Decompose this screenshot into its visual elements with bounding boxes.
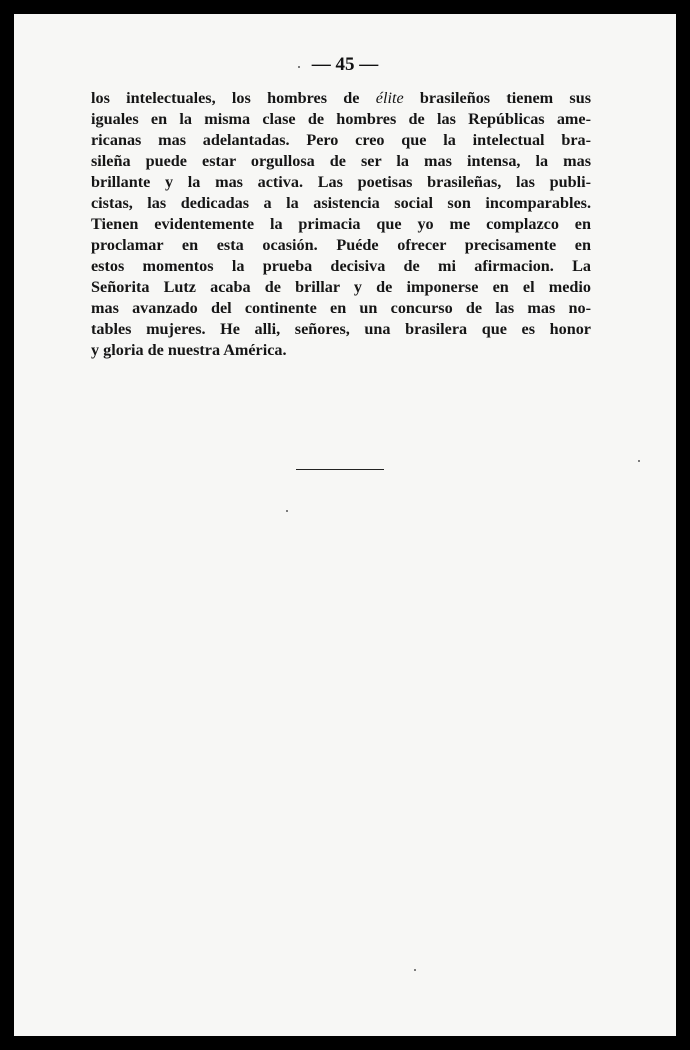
text-line-last: y gloria de nuestra América.	[91, 341, 287, 359]
print-speck	[414, 969, 416, 971]
text-line: Tienen evidentemente la primacia que yo me complazco en	[91, 215, 591, 233]
print-speck	[638, 460, 640, 462]
print-speck	[286, 510, 288, 512]
text-line-start: los intelectuales, los hombres de	[91, 89, 376, 107]
end-rule	[296, 469, 384, 470]
text-line: iguales en la misma clase de hombres de las Repúblicas ame-	[91, 110, 591, 128]
text-line: mas avanzado del continente en un concurso de las mas no-	[91, 299, 591, 317]
italic-word: élite	[375, 89, 404, 107]
print-speck	[298, 66, 300, 68]
text-line: Señorita Lutz acaba de brillar y de imponerse en el medio	[91, 278, 591, 296]
text-line: sileña puede estar orgullosa de ser la mas intensa, la mas	[91, 152, 591, 170]
text-line: brillante y la mas activa. Las poetisas brasileñas, las publi-	[91, 173, 591, 191]
text-line: ricanas mas adelantadas. Pero creo que la intelectual bra-	[91, 131, 591, 149]
text-line: cistas, las dedicadas a la asistencia social son incomparables.	[91, 194, 591, 212]
page-number: — 45 —	[311, 54, 379, 75]
text-line	[91, 88, 591, 109]
text-line: proclamar en esta ocasión. Puéde ofrecer precisamente en	[91, 236, 591, 254]
body-paragraph	[91, 88, 591, 361]
text-line: tables mujeres. He alli, señores, una brasilera que es honor	[91, 320, 591, 338]
document-page	[14, 14, 676, 1036]
text-line-end: brasileños tienem sus	[403, 89, 591, 107]
text-line: estos momentos la prueba decisiva de mi afirmacion. La	[91, 257, 591, 275]
